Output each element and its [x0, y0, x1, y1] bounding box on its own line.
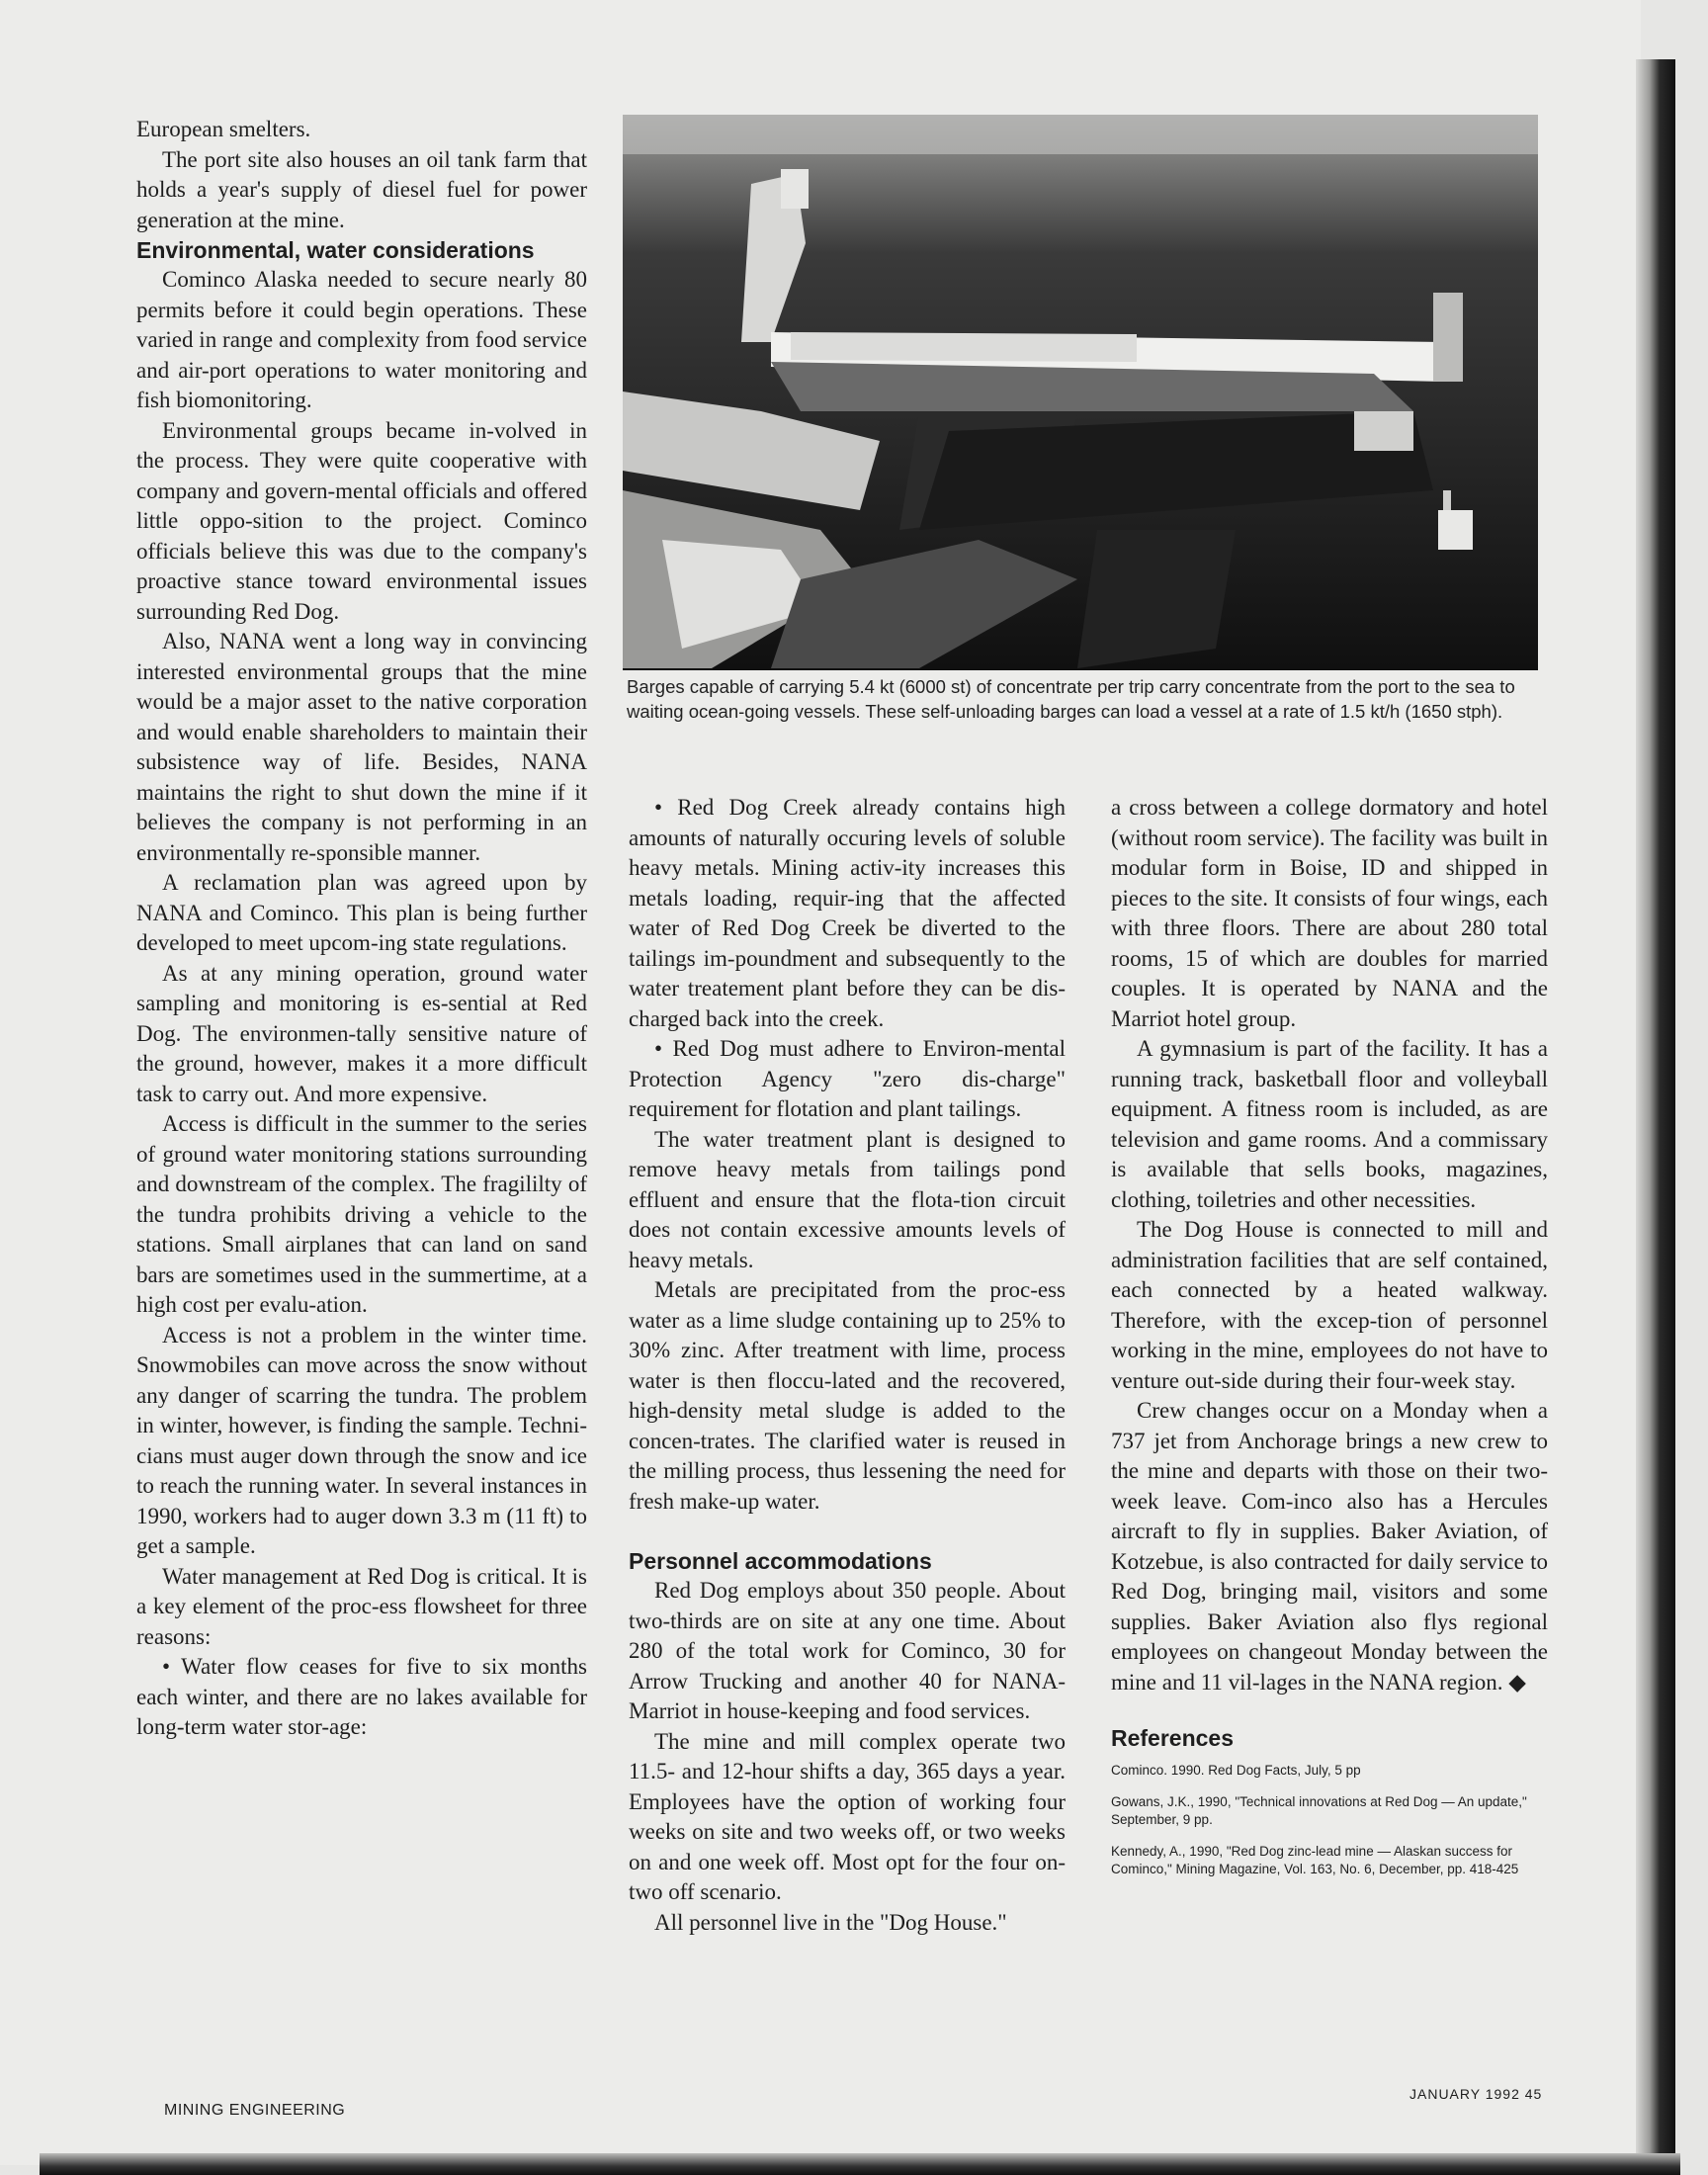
- paragraph: Cominco Alaska needed to secure nearly 80 permits before it could begin operations. These varied in range and complexity from food service and air-port operations to water monitoring and fish biomonitoring.: [136, 267, 587, 412]
- barge-photo: [623, 115, 1538, 670]
- bullet-paragraph: • Red Dog must adhere to Environ-mental Protection Agency "zero dis-charge" requirement for flotation and plant tailings.: [629, 1036, 1066, 1121]
- paragraph: Access is difficult in the summer to the series of ground water monitoring stations surrounding and downstream of the complex. The fragililty of the tundra prohibits driving a vehicle to the stations. Small airplanes that can land on sand bars are sometimes used in the summertime, at a high cost per evalu-ation.: [136, 1111, 587, 1317]
- reference-item: Kennedy, A., 1990, "Red Dog zinc-lead mine — Alaskan success for Cominco," Mining Magazine, Vol. 163, No. 6, December, pp. 418-425: [1111, 1843, 1519, 1876]
- paragraph: A gymnasium is part of the facility. It has a running track, basketball floor and volleyball equipment. A fitness room is included, as are television and game rooms. And a commissary is available that sells books, magazines, clothing, toiletries and other necessities.: [1111, 1036, 1548, 1212]
- paragraph: Environmental groups became in-volved in the process. They were quite cooperative with company and govern-mental officials and offered little oppo-sition to the project. Cominco officials believe this was due to the company's proactive stance toward environmental issues surrounding Red Dog.: [136, 417, 587, 624]
- paragraph: The Dog House is connected to mill and administration facilities that are self contained, each connected by a heated walkway. Therefore, with the excep-tion of personnel working in the mine, employees do not have to venture out-side during their four-week stay.: [1111, 1217, 1548, 1393]
- bullet-paragraph: • Red Dog Creek already contains high amounts of naturally occuring levels of soluble heavy metals. Mining activ-ity increases this metals loading, requir-ing that the affected water of Red Dog Creek be diverted to the tailings im-poundment and subsequently to the water treatement plant before they can be dis-charged back into the creek.: [629, 795, 1066, 1031]
- paragraph: Metals are precipitated from the proc-ess water as a lime sludge containing up to 25% to 30% zinc. After treatment with lime, process water is then floccu-lated and the recovered, high-density metal sludge is added to the concen-trates. The clarified water is reused in the milling process, thus lessening the need for fresh make-up water.: [629, 1277, 1066, 1514]
- text-column-3: [1111, 793, 1548, 1892]
- paragraph: Red Dog employs about 350 people. About two-thirds are on site at any one time. About 280 of the total work for Cominco, 30 for Arrow Trucking and another 40 for NANA-Marriot in house-keeping and food services.: [629, 1578, 1066, 1723]
- paragraph: The mine and mill complex operate two 11.5- and 12-hour shifts a day, 365 days a year. Employees have the option of working four weeks on site and two weeks off, or two weeks on and one week off. Most opt for the four on-two off scenario.: [629, 1728, 1066, 1904]
- reference-item: Gowans, J.K., 1990, "Technical innovations at Red Dog — An update," September, 9 pp.: [1111, 1793, 1527, 1827]
- paragraph: a cross between a college dormatory and hotel (without room service). The facility was built in modular form in Boise, ID and shipped in pieces to the site. It consists of four wings, each with three floors. There are about 280 total rooms, 15 of which are doubles for married couples. It is operated by NANA and the Marriot hotel group.: [1111, 795, 1548, 1031]
- paragraph: All personnel live in the "Dog House.": [654, 1909, 1007, 1935]
- paragraph: Access is not a problem in the winter time. Snowmobiles can move across the snow without any danger of scarring the tundra. The problem in winter, however, is finding the sample. Techni-cians must auger down through the snow and ice to reach the running water. In several instances in 1990, workers had to auger down 3.3 m (11 ft) to get a sample.: [136, 1322, 588, 1558]
- reference-item: Cominco. 1990. Red Dog Facts, July, 5 pp: [1111, 1762, 1361, 1778]
- paragraph: The water treatment plant is designed to remove heavy metals from tailings pond effluent and ensure that the flota-tion circuit does not contain excessive amounts levels of heavy metals.: [629, 1126, 1066, 1272]
- section-heading: Personnel accommodations: [629, 1548, 932, 1574]
- text-column-1: [136, 115, 587, 1743]
- paragraph: As at any mining operation, ground water sampling and monitoring is es-sential at Red Dog. The environmen-tally sensitive nature of the ground, however, makes it a more difficult task to carry out. And more expensive.: [136, 960, 587, 1106]
- paragraph: A reclamation plan was agreed upon by NANA and Cominco. This plan is being further developed to meet upcom-ing state regulations.: [136, 870, 587, 955]
- footer-publication: MINING ENGINEERING: [164, 2102, 346, 2119]
- text-column-2: [629, 793, 1066, 1938]
- paragraph: Water management at Red Dog is critical. It is a key element of the proc-ess flowsheet for three reasons:: [136, 1563, 587, 1649]
- paragraph: Crew changes occur on a Monday when a 737 jet from Anchorage brings a new crew to the mine and departs with those on their two-week leave. Com-inco also has a Hercules aircraft to fly in supplies. Baker Aviation, of Kotzebue, is also contracted for daily service to Red Dog, bringing mail, visitors and some supplies. Baker Aviation also flys regional employees on changeout Monday between the mine and 11 vil-lages in the NANA region. ◆: [1111, 1398, 1548, 1695]
- scan-edge-bottom: [40, 2153, 1680, 2175]
- references-heading: References: [1111, 1725, 1235, 1751]
- section-heading: Environmental, water considerations: [136, 237, 535, 263]
- paragraph: The port site also houses an oil tank farm that holds a year's supply of diesel fuel for power generation at the mine.: [136, 146, 587, 232]
- photo-caption: Barges capable of carrying 5.4 kt (6000 st) of concentrate per trip carry concentrate from the port to the sea to waiting ocean-going vessels. These self-unloading barges can load a vessel at a rate of 1.5 kt/h (1650 stph).: [627, 676, 1515, 722]
- paragraph: Also, NANA went a long way in convincing interested environmental groups that the mine would be a major asset to the native corporation and would enable shareholders to maintain their subsistence way of life. Besides, NANA maintains the right to shut down the mine if it believes the company is not performing in an environmentally re-sponsible manner.: [136, 629, 587, 865]
- footer-date-page: JANUARY 1992 45: [1409, 2086, 1543, 2102]
- bullet-paragraph: • Water flow ceases for five to six months each winter, and there are no lakes available for long-term water stor-age:: [136, 1654, 587, 1739]
- paragraph: European smelters.: [136, 117, 311, 141]
- scan-edge-right: [1636, 59, 1675, 2175]
- photo-illustration: [623, 115, 1538, 670]
